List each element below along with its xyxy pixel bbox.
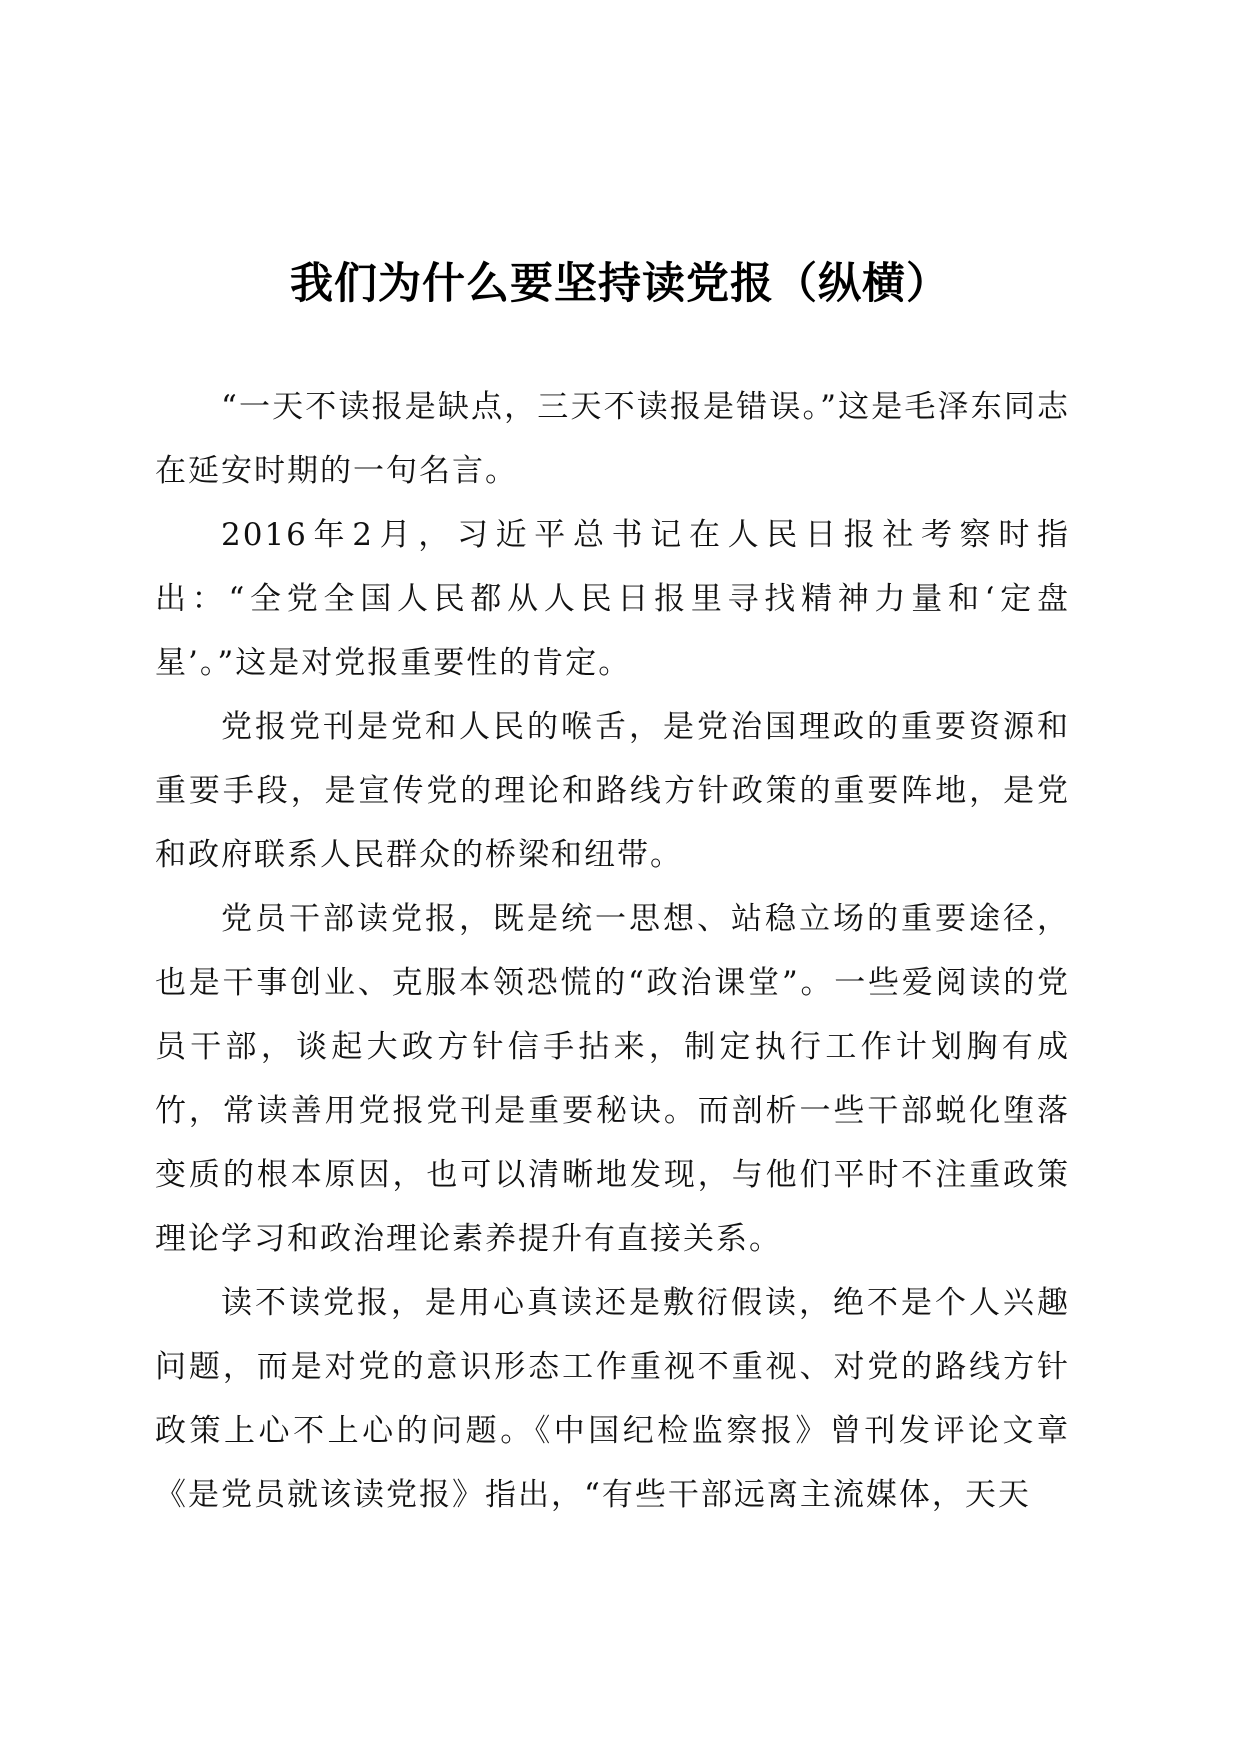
paragraph: 读不读党报，是用心真读还是敷衍假读，绝不是个人兴趣问题，而是对党的意识形态工作重视不重视、对党的路线方针政策上心不上心的问题。《中国纪检监察报》曾刊发评论文章《是党员就该读党报》指出，“有些干部远离主流媒体，天天: [155, 1285, 1070, 1513]
paragraph: 党员干部读党报，既是统一思想、站稳立场的重要途径，也是干事创业、克服本领恐慌的“政治课堂”。一些爱阅读的党员干部，谈起大政方针信手拈来，制定执行工作计划胸有成竹，常读善用党报党刊是重要秘诀。而剖析一些干部蜕化堕落变质的根本原因，也可以清晰地发现，与他们平时不注重政策理论学习和政治理论素养提升有直接关系。: [155, 901, 1070, 1257]
document-title: 我们为什么要坚持读党报（纵横）: [290, 259, 950, 309]
paragraph: 2016年2月，习近平总书记在人民日报社考察时指出：“全党全国人民都从人民日报里寻找精神力量和‘定盘星’。”这是对党报重要性的肯定。: [155, 517, 1070, 681]
paragraph: 党报党刊是党和人民的喉舌，是党治国理政的重要资源和重要手段，是宣传党的理论和路线方针政策的重要阵地，是党和政府联系人民群众的桥梁和纽带。: [155, 709, 1070, 873]
document-body: [155, 375, 1070, 1527]
paragraph: “一天不读报是缺点，三天不读报是错误。”这是毛泽东同志在延安时期的一句名言。: [155, 389, 1070, 489]
